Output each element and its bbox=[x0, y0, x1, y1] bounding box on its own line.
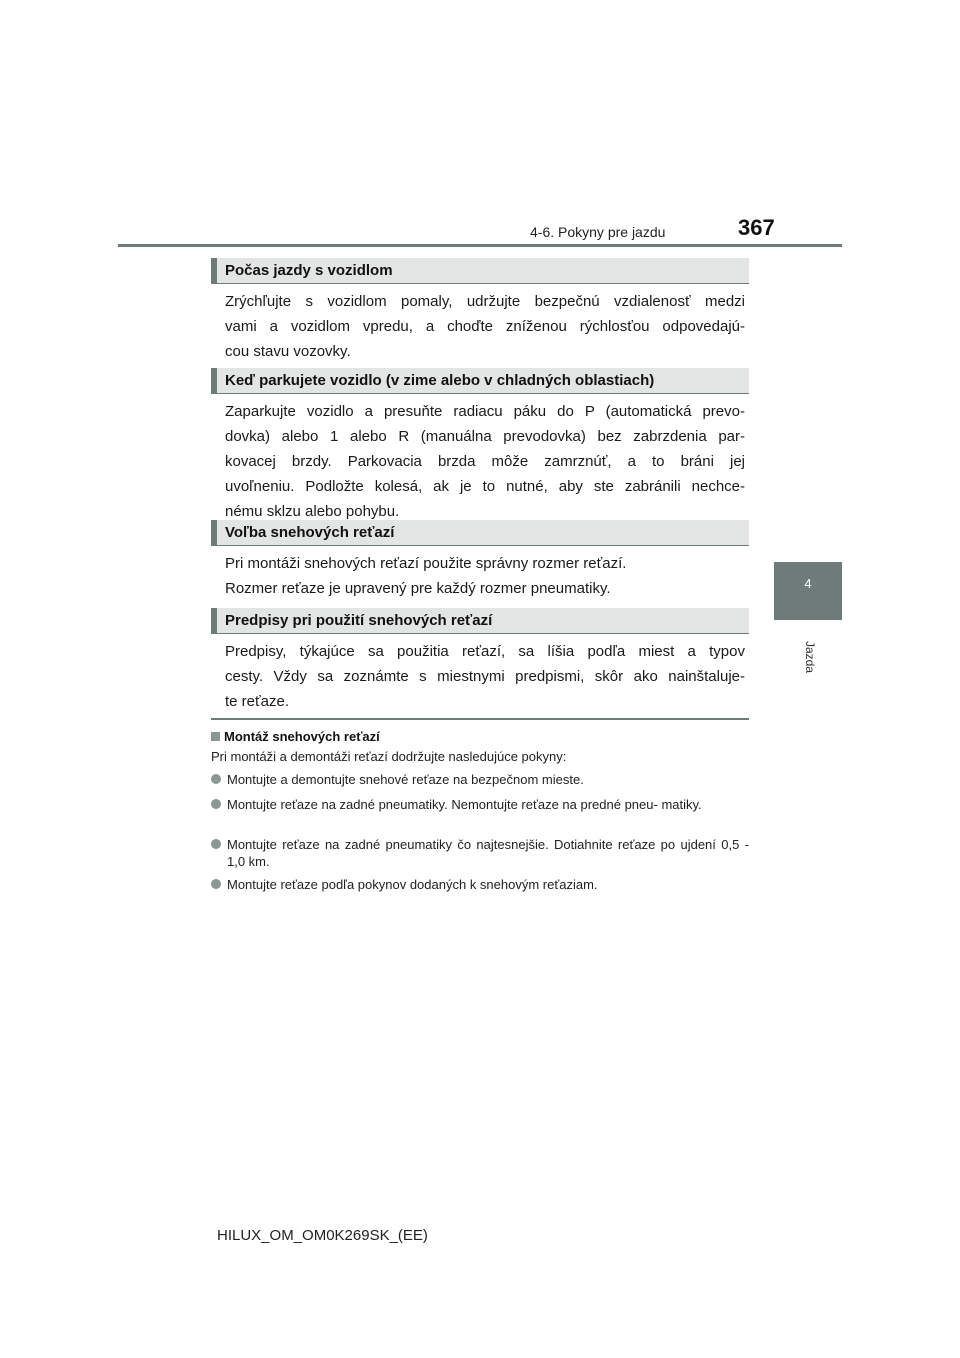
list-item bbox=[211, 836, 749, 870]
section-heading-text: Voľba snehových reťazí bbox=[225, 524, 395, 541]
section-heading-driving bbox=[211, 258, 749, 284]
body-line: vami a vozidlom vpredu, a choďte zníženou rýchlosťou odpovedajú- bbox=[225, 318, 745, 335]
circle-bullet-icon bbox=[211, 879, 221, 889]
body-line: Pri montáži snehových reťazí použite správny rozmer reťazí. bbox=[225, 555, 627, 572]
body-line: Zaparkujte vozidlo a presuňte radiacu páku do P (automatická prevo- bbox=[225, 403, 745, 420]
list-item bbox=[211, 796, 749, 813]
circle-bullet-icon bbox=[211, 839, 221, 849]
body-line: Rozmer reťaze je upravený pre každý rozmer pneumatiky. bbox=[225, 580, 611, 597]
chapter-number: 4 bbox=[804, 576, 812, 591]
list-item-text: Montujte a demontujte snehové reťaze na bezpečnom mieste. bbox=[227, 772, 584, 787]
section-heading-text: Predpisy pri použití snehových reťazí bbox=[225, 612, 493, 629]
section-heading-text: Počas jazdy s vozidlom bbox=[225, 262, 393, 279]
note-title bbox=[211, 729, 380, 744]
body-line: Zrýchľujte s vozidlom pomaly, udržujte bezpečnú vzdialenosť medzi bbox=[225, 293, 745, 310]
section-body-driving bbox=[225, 289, 745, 364]
list-item-text: Montujte reťaze podľa pokynov dodaných k snehovým reťaziam. bbox=[227, 877, 598, 892]
note-intro: Pri montáži a demontáži reťazí dodržujte nasledujúce pokyny: bbox=[211, 749, 567, 764]
page-number: 367 bbox=[738, 215, 775, 240]
body-line: dovka) alebo 1 alebo R (manuálna prevodovka) bez zabrzdenia par- bbox=[225, 428, 745, 445]
circle-bullet-icon bbox=[211, 799, 221, 809]
section-heading-chain-regulations bbox=[211, 608, 749, 634]
section-body-parking bbox=[225, 399, 745, 524]
list-item-text: Montujte reťaze na zadné pneumatiky čo najtesnejšie. Dotiahnite reťaze po ujdení 0,5 - 1,0 km. bbox=[227, 837, 749, 869]
body-line: te reťaze. bbox=[225, 693, 289, 710]
list-item bbox=[211, 876, 749, 893]
note-rule bbox=[211, 718, 749, 720]
section-heading-parking bbox=[211, 368, 749, 394]
body-line: uvoľneniu. Podložte kolesá, ak je to nutné, aby ste zabránili nechce- bbox=[225, 478, 745, 495]
body-line: cou stavu vozovky. bbox=[225, 343, 351, 360]
square-bullet-icon bbox=[211, 732, 220, 741]
body-line: kovacej brzdy. Parkovacia brzda môže zamrznúť, a to bráni jej bbox=[225, 453, 745, 470]
section-heading-text: Keď parkujete vozidlo (v zime alebo v chladných oblastiach) bbox=[225, 372, 655, 389]
section-body-chain-choice bbox=[225, 551, 745, 601]
circle-bullet-icon bbox=[211, 774, 221, 784]
list-item-text: Montujte reťaze na zadné pneumatiky. Nemontujte reťaze na predné pneu- matiky. bbox=[227, 797, 702, 812]
section-heading-chain-choice bbox=[211, 520, 749, 546]
running-header-section: 4-6. Pokyny pre jazdu bbox=[530, 224, 666, 240]
list-item bbox=[211, 771, 749, 788]
document-code: HILUX_OM_OM0K269SK_(EE) bbox=[217, 1227, 428, 1244]
chapter-label: Jazda bbox=[803, 640, 817, 674]
section-body-chain-regulations bbox=[225, 639, 745, 714]
header-rule bbox=[118, 244, 842, 247]
body-line: Predpisy, týkajúce sa použitia reťazí, sa líšia podľa miest a typov bbox=[225, 643, 745, 660]
body-line: cesty. Vždy sa zoznámte s miestnymi predpismi, skôr ako nainštaluje- bbox=[225, 668, 745, 685]
body-line: nému sklzu alebo pohybu. bbox=[225, 503, 400, 520]
note-title-text: Montáž snehových reťazí bbox=[224, 729, 380, 744]
